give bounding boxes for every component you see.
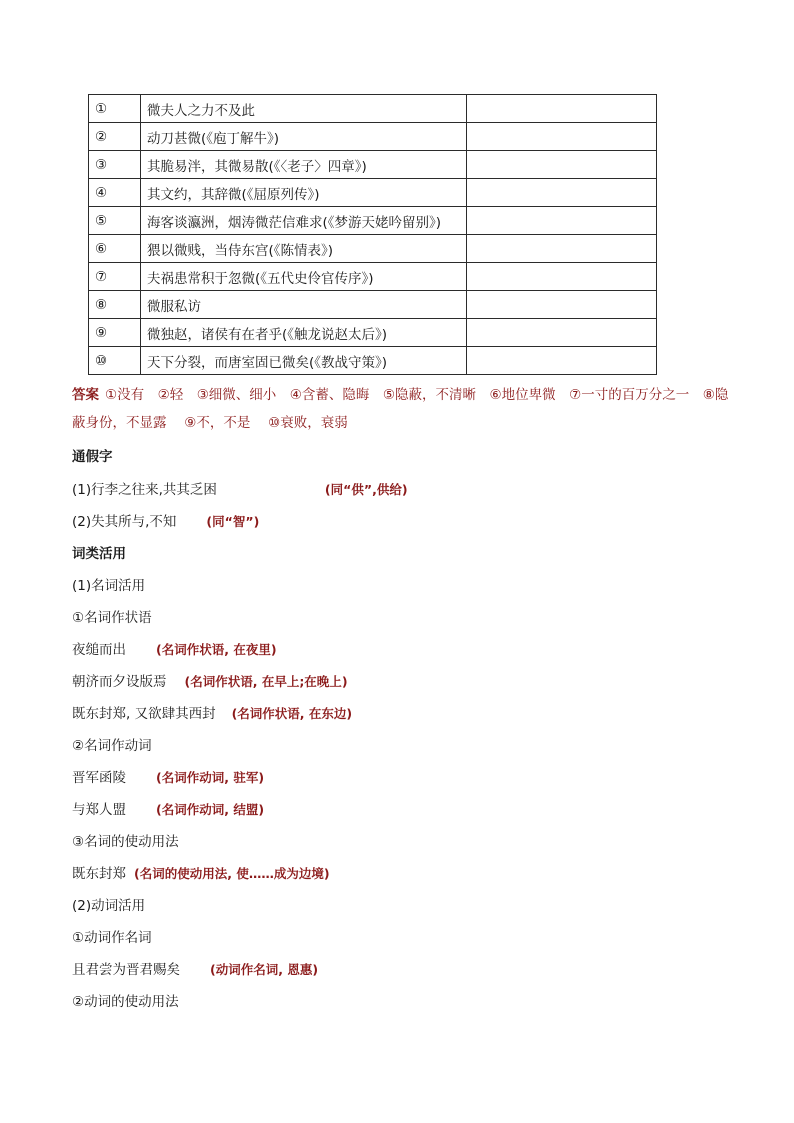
word-meaning-table — [88, 94, 657, 375]
table-cell-ans — [467, 291, 657, 319]
table-cell-ans — [467, 151, 657, 179]
table-cell-text: 其文约，其辞微(《屈原列传》) — [141, 179, 467, 207]
text-line — [72, 766, 264, 786]
line-text: 与郑人盟 — [72, 802, 126, 818]
answer-block — [72, 381, 732, 437]
text-line — [72, 702, 352, 722]
line-text: (2)失其所与,不知 — [72, 514, 177, 530]
table-cell-num: ⑤ — [89, 207, 141, 235]
section-heading — [72, 445, 113, 465]
text-line — [72, 670, 348, 690]
line-annotation: (动词作名词, 恩惠) — [210, 962, 319, 977]
line-annotation: (名词作状语, 在夜里) — [156, 642, 277, 657]
table-cell-text: 其脆易泮，其微易散(《〈老子〉四章》) — [141, 151, 467, 179]
table-row — [89, 291, 657, 319]
line-annotation: (同“智”) — [206, 514, 260, 529]
table-cell-text: 海客谈瀛洲，烟涛微茫信难求(《梦游天姥吟留别》) — [141, 207, 467, 235]
text-line — [72, 894, 145, 914]
table-cell-num: ⑧ — [89, 291, 141, 319]
table-cell-ans — [467, 207, 657, 235]
table-cell-num: ① — [89, 95, 141, 123]
line-text: ②名词作动词 — [72, 738, 152, 754]
line-text: ①名词作状语 — [72, 610, 152, 626]
text-line — [72, 574, 145, 594]
table-row — [89, 319, 657, 347]
text-line — [72, 830, 179, 850]
table-row — [89, 207, 657, 235]
table-cell-ans — [467, 319, 657, 347]
text-line — [72, 638, 277, 658]
text-line — [72, 798, 264, 818]
table-cell-ans — [467, 95, 657, 123]
table-cell-num: ⑦ — [89, 263, 141, 291]
text-line — [72, 958, 318, 978]
line-text: 夜缒而出 — [72, 642, 126, 658]
table-cell-num: ⑥ — [89, 235, 141, 263]
answer-text: ①没有 ②轻 ③细微、细小 ④含蓄、隐晦 ⑤隐蔽，不清晰 ⑥地位卑微 ⑦一寸的百万分之一 ⑧隐蔽身份，不显露 ⑨不，不是 ⑩衰败，衰弱 — [72, 387, 729, 431]
line-text: 晋军函陵 — [72, 770, 126, 786]
text-line — [72, 606, 152, 626]
text-line — [72, 478, 408, 498]
table-cell-num: ② — [89, 123, 141, 151]
text-line — [72, 734, 152, 754]
line-annotation: (同“供”,供给) — [324, 482, 408, 497]
text-line — [72, 990, 179, 1010]
table-cell-text: 微服私访 — [141, 291, 467, 319]
table-cell-text: 夫祸患常积于忽微(《五代史伶官传序》) — [141, 263, 467, 291]
line-text: ③名词的使动用法 — [72, 834, 179, 850]
table-cell-num: ⑩ — [89, 347, 141, 375]
table-cell-ans — [467, 347, 657, 375]
line-annotation: (名词作状语, 在早上;在晚上) — [184, 674, 348, 689]
line-annotation: (名词的使动用法, 使……成为边境) — [134, 866, 330, 881]
table-row — [89, 263, 657, 291]
table-cell-text: 天下分裂，而唐室固已微矣(《教战守策》) — [141, 347, 467, 375]
table-cell-ans — [467, 263, 657, 291]
table-cell-num: ③ — [89, 151, 141, 179]
table-cell-num: ④ — [89, 179, 141, 207]
line-text: 朝济而夕设版焉 — [72, 674, 167, 690]
table-cell-num: ⑨ — [89, 319, 141, 347]
line-text: 既东封郑, 又欲肆其西封 — [72, 706, 216, 722]
table-cell-text: 动刀甚微(《庖丁解牛》) — [141, 123, 467, 151]
text-line — [72, 510, 259, 530]
table-cell-ans — [467, 123, 657, 151]
table-cell-ans — [467, 179, 657, 207]
table-row — [89, 179, 657, 207]
text-line — [72, 926, 152, 946]
text-line — [72, 862, 330, 882]
line-text: (1)名词活用 — [72, 578, 146, 594]
line-annotation: (名词作动词, 结盟) — [156, 802, 265, 817]
answer-label: 答案 — [72, 387, 99, 403]
table-cell-text: 微夫人之力不及此 — [141, 95, 467, 123]
line-text: ①动词作名词 — [72, 930, 152, 946]
line-text: ②动词的使动用法 — [72, 994, 179, 1010]
table-row — [89, 95, 657, 123]
table-cell-text: 猥以微贱，当侍东宫(《陈情表》) — [141, 235, 467, 263]
line-annotation: (名词作状语, 在东边) — [231, 706, 353, 721]
section-heading — [72, 542, 126, 562]
line-text: 词类活用 — [72, 546, 126, 562]
table-cell-text: 微独赵，诸侯有在者乎(《触龙说赵太后》) — [141, 319, 467, 347]
line-text: 既东封郑 — [72, 866, 126, 882]
line-annotation: (名词作动词, 驻军) — [156, 770, 265, 785]
line-text: (1)行李之往来,共其乏困 — [72, 482, 217, 498]
table-row — [89, 235, 657, 263]
line-text: 通假字 — [72, 449, 113, 465]
table-row — [89, 151, 657, 179]
table-row — [89, 347, 657, 375]
table-row — [89, 123, 657, 151]
line-text: (2)动词活用 — [72, 898, 146, 914]
table-cell-ans — [467, 235, 657, 263]
line-text: 且君尝为晋君赐矣 — [72, 962, 180, 978]
